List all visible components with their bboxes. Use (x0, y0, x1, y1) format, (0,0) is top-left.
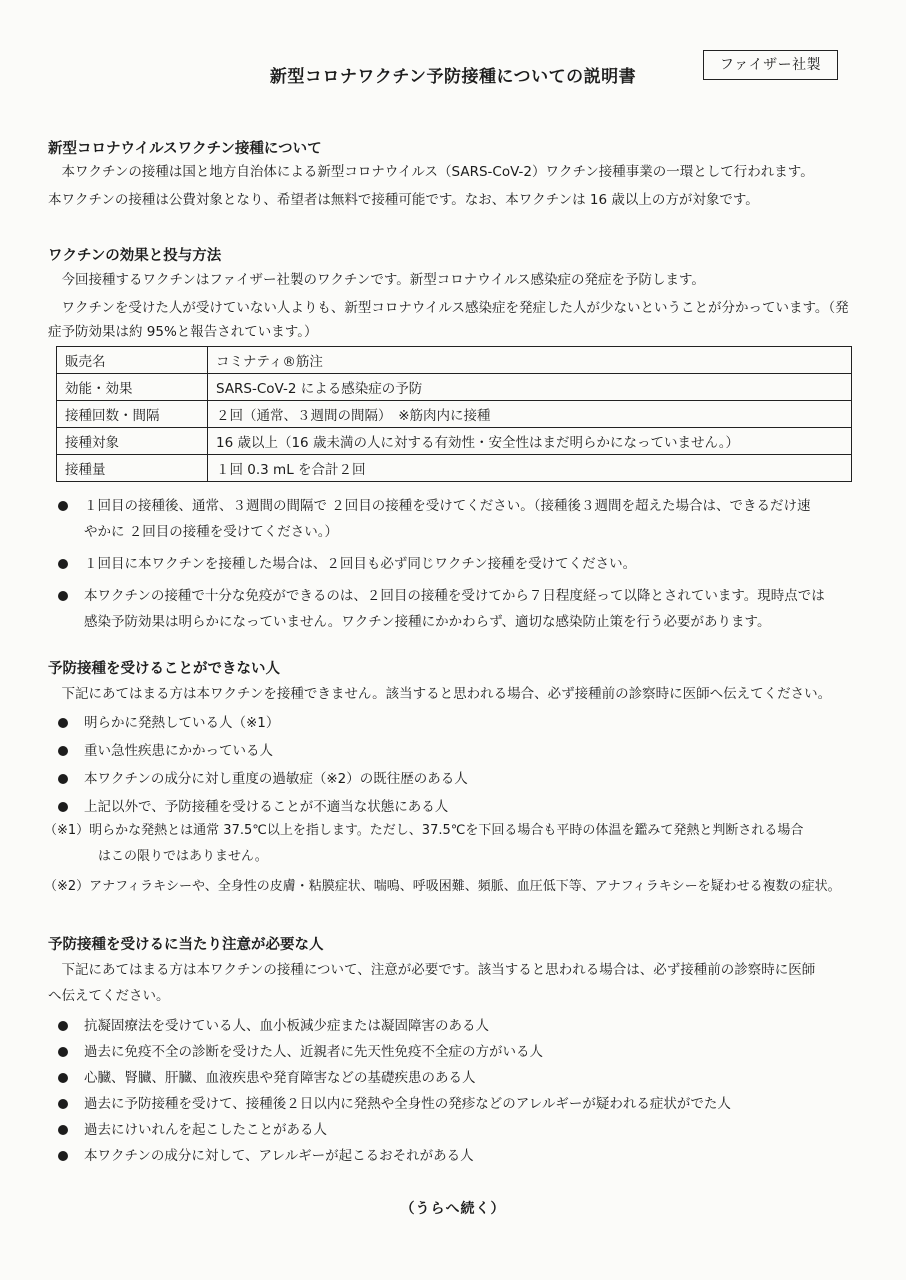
list-item-text: １回目の接種後、通常、３週間の間隔で ２回目の接種を受けてください。（接種後３週間を超えた場合は、できるだけ速 (84, 498, 811, 514)
bullet-icon (58, 559, 68, 569)
bullet-icon (58, 1021, 68, 1031)
list-item-text: 過去に免疫不全の診断を受けた人、近親者に先天性免疫不全症の方がいる人 (84, 1044, 543, 1060)
list-item (58, 794, 858, 820)
vaccine-spec-table (56, 346, 852, 482)
bullet-icon (58, 746, 68, 756)
list-item (58, 1117, 858, 1143)
table-value: SARS-CoV-2 による感染症の予防 (208, 374, 852, 401)
continued-footer: （うらへ続く） (400, 1201, 506, 1217)
table-value: ２回（通常、３週間の間隔） ※筋肉内に接種 (208, 401, 852, 428)
list-item-text: 本ワクチンの成分に対し重度の過敏症（※2）の既往歴のある人 (84, 771, 468, 787)
list-item-text: 過去に予防接種を受けて、接種後２日以内に発熱や全身性の発疹などのアレルギーが疑われる症状がでた人 (84, 1096, 731, 1112)
list-item (58, 493, 858, 545)
list-item-text-cont: やかに ２回目の接種を受けてください。） (84, 524, 339, 540)
paragraph-caution-intro-2: へ伝えてください。 (48, 988, 170, 1004)
list-item-text: 過去にけいれんを起こしたことがある人 (84, 1122, 327, 1138)
page-title: 新型コロナワクチン予防接種についての説明書 (269, 67, 637, 87)
table-key: 接種量 (57, 455, 208, 482)
list-item-text: 抗凝固療法を受けている人、血小板減少症または凝固障害のある人 (84, 1018, 489, 1034)
list-item-text: １回目に本ワクチンを接種した場合は、２回目も必ず同じワクチン接種を受けてください。 (84, 556, 637, 572)
bullet-icon (58, 1151, 68, 1161)
table-key: 接種対象 (57, 428, 208, 455)
section-heading-effect: ワクチンの効果と投与方法 (48, 248, 222, 264)
paragraph-caution-intro-1: 下記にあてはまる方は本ワクチンの接種について、注意が必要です。該当すると思われる場合は、必ず接種前の診察時に医師 (61, 962, 816, 978)
bullet-icon (58, 501, 68, 511)
effect-bullet-list (58, 493, 858, 635)
table-key: 効能・効果 (57, 374, 208, 401)
section-heading-about: 新型コロナウイルスワクチン接種について (48, 141, 322, 157)
paragraph-about-2: 本ワクチンの接種は公費対象となり、希望者は無料で接種可能です。なお、本ワクチンは 16 歳以上の方が対象です。 (48, 192, 759, 208)
footnote-1-text: （※1）明らかな発熱とは通常 37.5℃以上を指します。ただし、37.5℃を下回る場合も平時の体温を鑑みて発熱と判断される場合 (44, 823, 804, 838)
table-key: 接種回数・間隔 (57, 401, 208, 428)
paragraph-effect-1: 今回接種するワクチンはファイザー社製のワクチンです。新型コロナウイルス感染症の発症を予防します。 (61, 272, 705, 288)
list-item (58, 738, 858, 764)
bullet-icon (58, 1073, 68, 1083)
table-value: コミナティ®筋注 (208, 347, 852, 374)
list-item (58, 551, 858, 577)
paragraph-about-1: 本ワクチンの接種は国と地方自治体による新型コロナウイルス（SARS-CoV-2）ワクチン接種事業の一環として行われます。 (61, 164, 814, 180)
bullet-icon (58, 802, 68, 812)
footnote-2: （※2）アナフィラキシーや、全身性の皮膚・粘膜症状、喘鳴、呼吸困難、頻脈、血圧低下等、アナフィラキシーを疑わせる複数の症状。 (44, 879, 841, 894)
bullet-icon (58, 1047, 68, 1057)
caution-bullet-list (58, 1013, 858, 1169)
list-item (58, 1013, 858, 1039)
table-row (57, 455, 852, 482)
footnote-1 (44, 818, 856, 870)
table-key: 販売名 (57, 347, 208, 374)
list-item (58, 1091, 858, 1117)
table-row (57, 374, 852, 401)
section-heading-caution: 予防接種を受けるに当たり注意が必要な人 (48, 937, 324, 953)
list-item (58, 710, 858, 736)
table-row (57, 347, 852, 374)
cannot-bullet-list (58, 710, 858, 820)
bullet-icon (58, 718, 68, 728)
paragraph-effect-2: ワクチンを受けた人が受けていない人よりも、新型コロナウイルス感染症を発症した人が少ないということが分かっています。（発 (61, 300, 849, 316)
bullet-icon (58, 774, 68, 784)
list-item-text: 重い急性疾患にかかっている人 (84, 743, 273, 759)
list-item (58, 583, 858, 635)
bullet-icon (58, 1125, 68, 1135)
bullet-icon (58, 1099, 68, 1109)
table-row (57, 428, 852, 455)
bullet-icon (58, 591, 68, 601)
list-item (58, 1039, 858, 1065)
section-heading-cannot: 予防接種を受けることができない人 (48, 661, 280, 677)
list-item (58, 766, 858, 792)
table-row (57, 401, 852, 428)
list-item-text: 明らかに発熱している人（※1） (84, 715, 280, 731)
paragraph-cannot-intro: 下記にあてはまる方は本ワクチンを接種できません。該当すると思われる場合、必ず接種前の診察時に医師へ伝えてください。 (61, 686, 832, 702)
list-item-text: 上記以外で、予防接種を受けることが不適当な状態にある人 (84, 799, 449, 815)
table-value: 16 歳以上（16 歳未満の人に対する有効性・安全性はまだ明らかになっていません。） (208, 428, 852, 455)
paragraph-effect-3: 症予防効果は約 95%と報告されています。） (48, 324, 318, 340)
list-item (58, 1143, 858, 1169)
manufacturer-tag: ファイザー社製 (703, 50, 838, 80)
list-item (58, 1065, 858, 1091)
footnote-1-text-cont: はこの限りではありません。 (98, 849, 268, 864)
list-item-text: 本ワクチンの接種で十分な免疫ができるのは、２回目の接種を受けてから７日程度経って以降とされています。現時点では (84, 588, 825, 604)
list-item-text: 心臓、腎臓、肝臓、血液疾患や発育障害などの基礎疾患のある人 (84, 1070, 476, 1086)
list-item-text-cont: 感染予防効果は明らかになっていません。ワクチン接種にかかわらず、適切な感染防止策を行う必要があります。 (84, 614, 771, 630)
table-value: １回 0.3 mL を合計２回 (208, 455, 852, 482)
list-item-text: 本ワクチンの成分に対して、アレルギーが起こるおそれがある人 (84, 1148, 474, 1164)
